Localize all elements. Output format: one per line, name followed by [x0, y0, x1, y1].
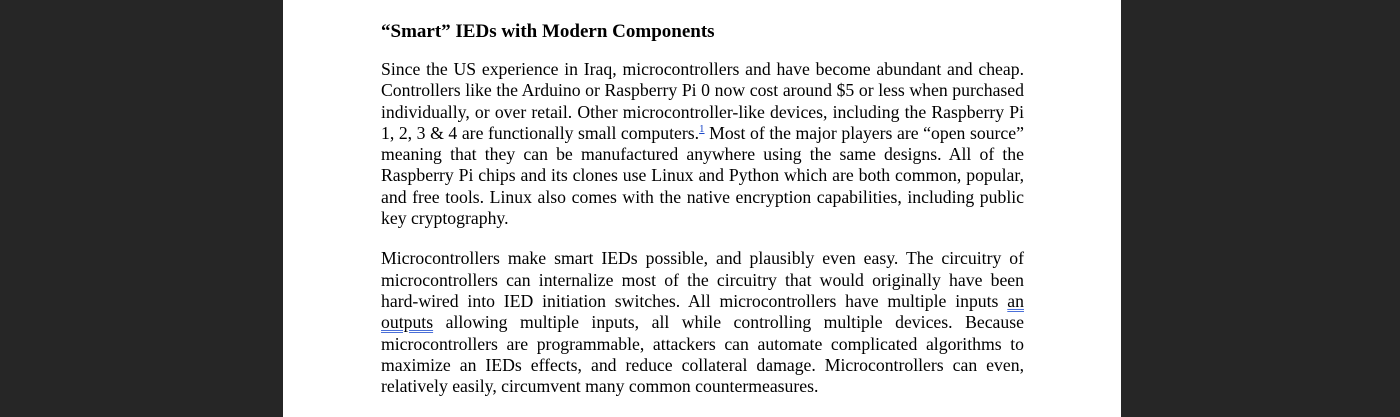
paragraph-2	[381, 248, 1024, 397]
paragraph-2-text-end: allowing multiple inputs, all while controlling multiple devices. Because microcontrollers are programmable, attackers can automate complicated algorithms to maximize an IEDs effects, and reduce collateral damage. Microcontrollers can even, relatively easily, circumvent many common countermeasures.	[381, 312, 1024, 397]
paragraph-2-text-start: Microcontrollers make smart IEDs possible, and plausibly even easy. The circuitry of microcontrollers can internalize most of the circuitry that would originally have been hard-wired into IED initiation switches. All microcontrollers have multiple inputs	[381, 248, 1024, 311]
document-page	[283, 0, 1121, 417]
paragraph-1-text-start: Since the US experience in Iraq, microcontrollers and have become abundant and cheap. Controllers like the Arduino or Raspberry Pi 0 now cost around $5 or less when purchased individually, or over retail. Other microcontroller-like devices, including the Raspberry Pi 1, 2, 3 & 4 are functionally small computers.	[381, 59, 1024, 143]
footnote-reference-link[interactable]: 1	[699, 123, 705, 135]
section-heading: “Smart” IEDs with Modern Components	[381, 21, 715, 42]
grammar-flagged-text[interactable]: an outputs	[381, 290, 1024, 333]
paragraph-1	[381, 59, 1024, 229]
paragraph-1-text-end: Most of the major players are “open source” meaning that they can be manufactured anywhere using the same designs. All of the Raspberry Pi chips and its clones use Linux and Python which are both common, popular, and free tools. Linux also comes with the native encryption capabilities, including public key cryptography.	[381, 122, 1024, 229]
page-content	[381, 19, 1024, 397]
